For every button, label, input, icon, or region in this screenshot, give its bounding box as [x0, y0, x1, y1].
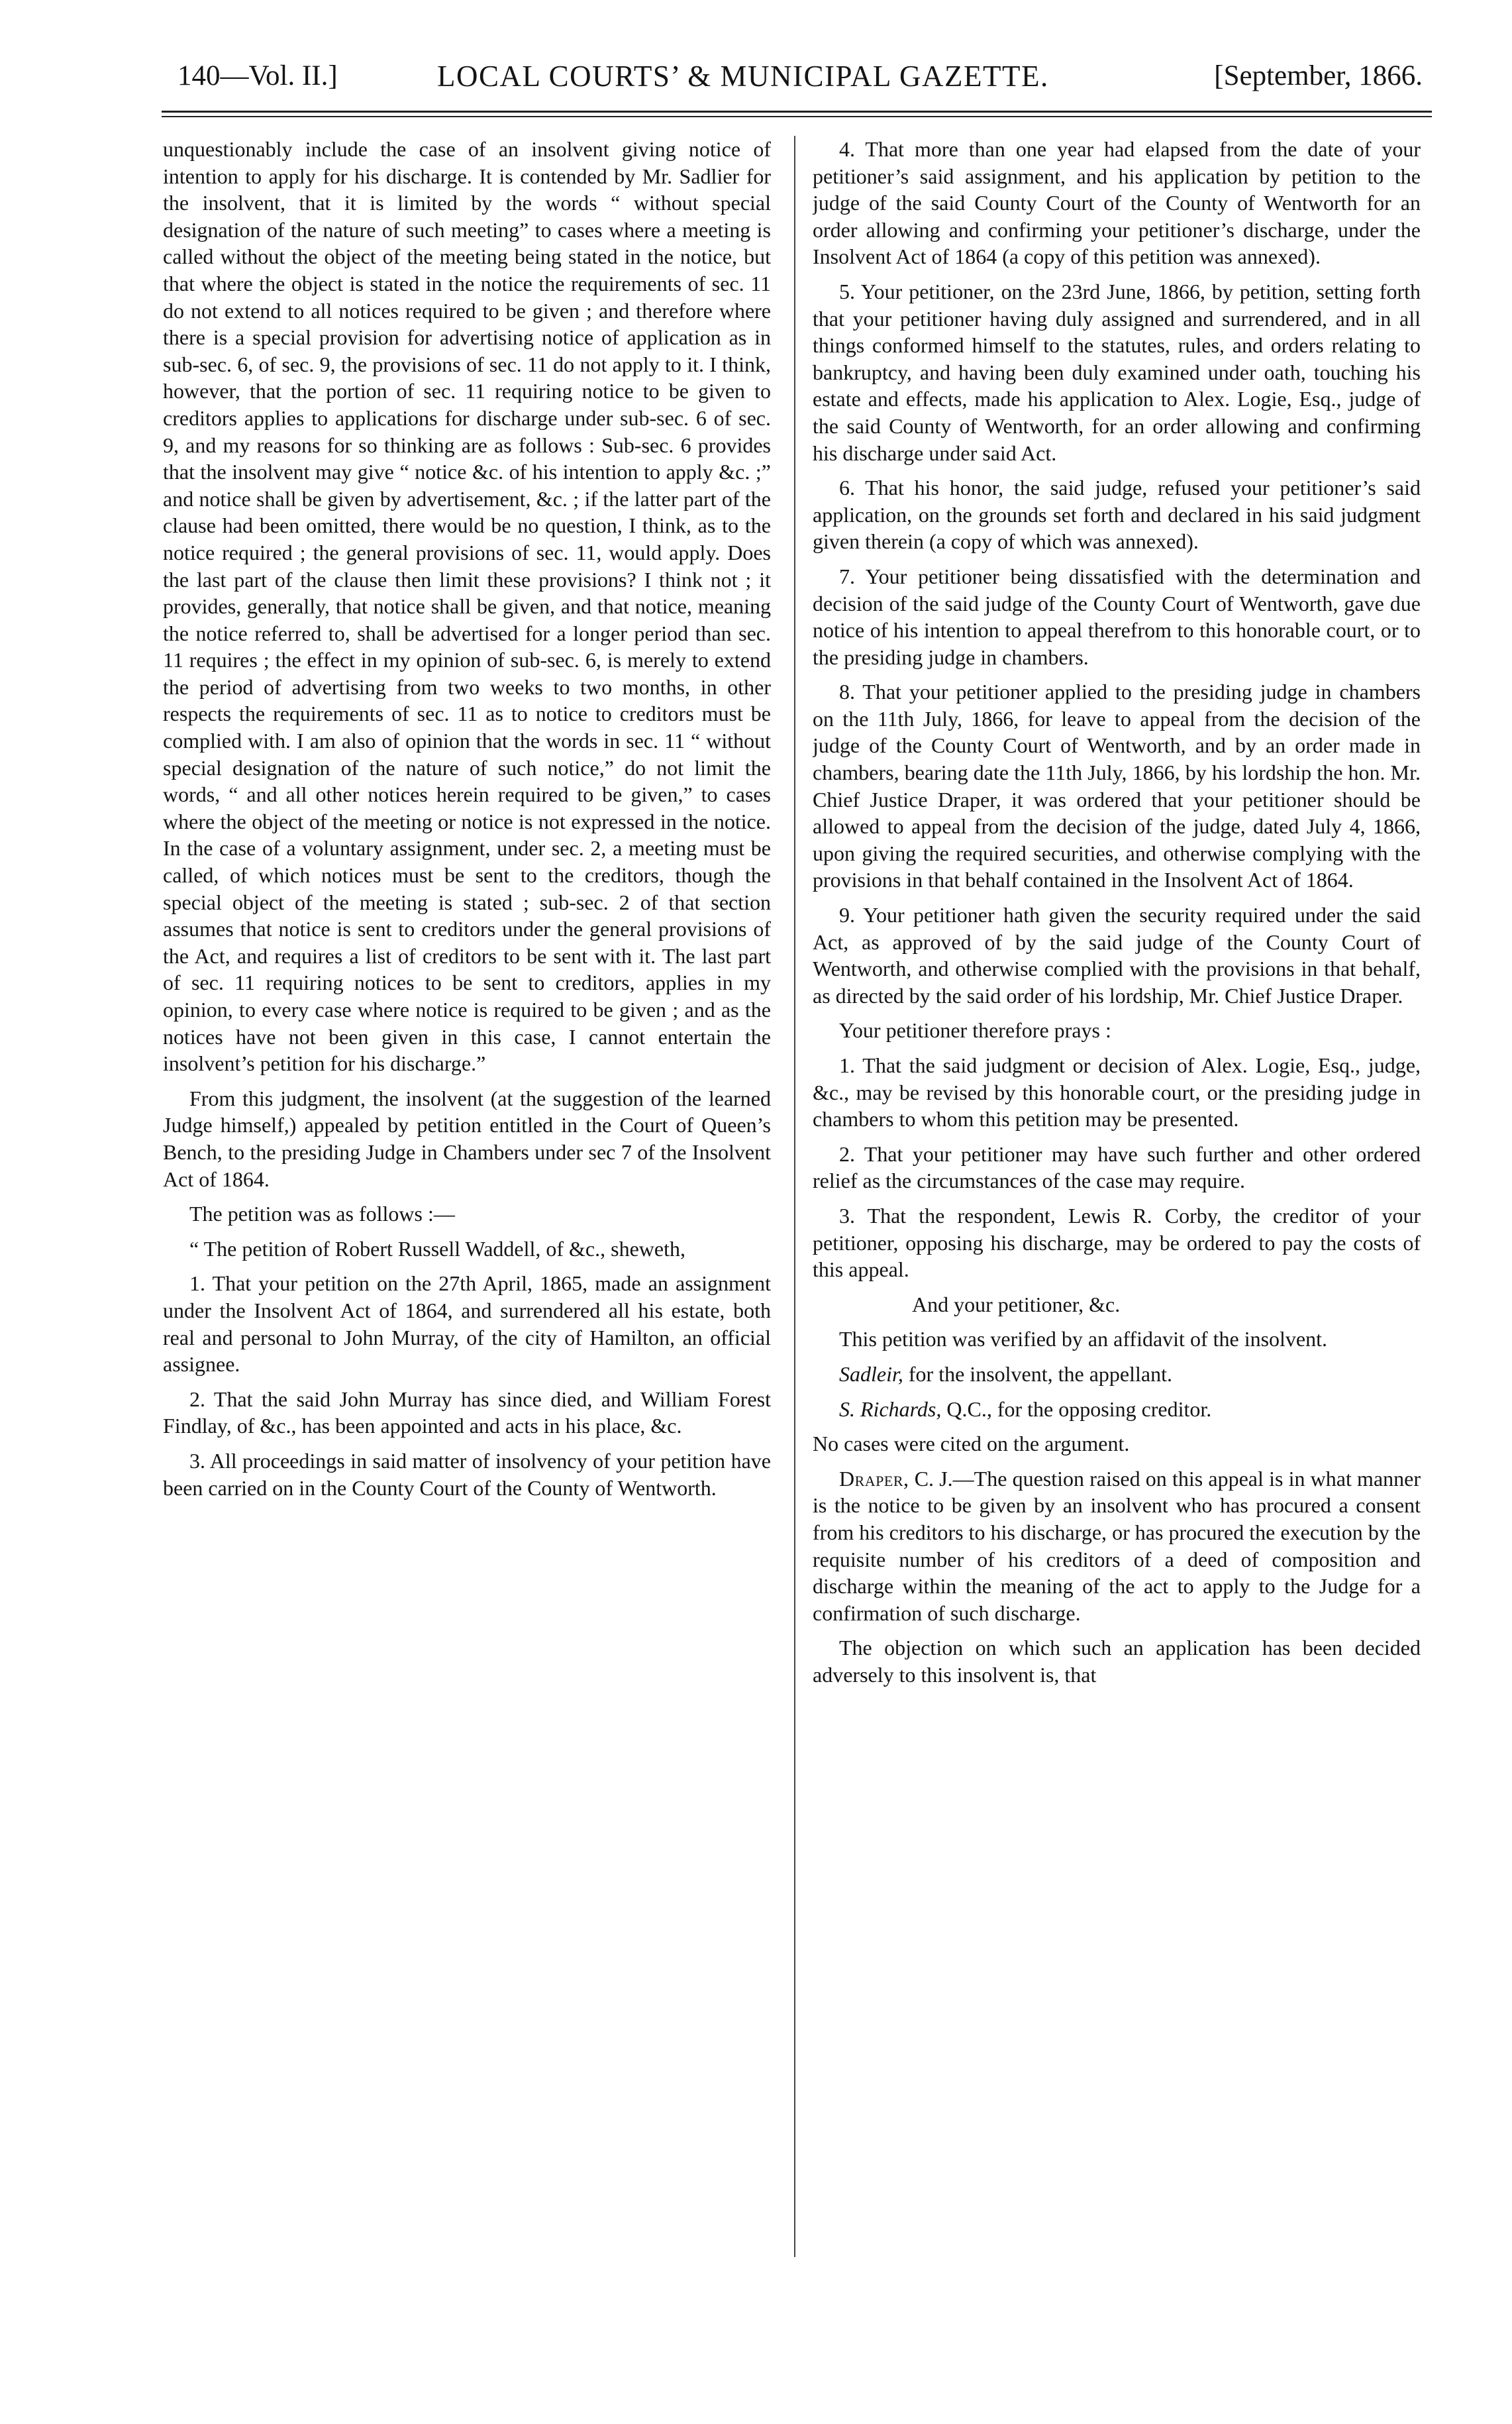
- petition-item-9: 9. Your petitioner hath given the security required under the said Act, as approved of by the said judge of the County Court of Wentworth, and otherwise complied with the provisions in that behalf, as directed by the said order of his lordship, Mr. Chief Justice Draper.: [813, 903, 1421, 1008]
- petition-item-5: 5. Your petitioner, on the 23rd June, 1866, by petition, setting forth that your petitioner having duly assigned and surrendered, and in all things conformed himself to the statutes, rules, and orders relating to bankruptcy, and having been duly examined under oath, touching his estate and effects, made his application to Alex. Logie, Esq., judge of the said County of Wentworth, for an order allowing and confirming his discharge under said Act.: [813, 279, 1421, 465]
- verification-note: This petition was verified by an affidavit of the insolvent.: [839, 1327, 1328, 1351]
- counsel-respondent-name: S. Richards,: [839, 1396, 942, 1421]
- page-volume-ref: 140—Vol. II.]: [177, 60, 338, 91]
- petition-intro: The petition was as follows :—: [189, 1202, 455, 1226]
- counsel-appellant: [813, 1361, 1421, 1388]
- petition-item-3: 3. All proceedings in said matter of insolvency of your petition have been carried on in the County Court of the County of Wentworth.: [163, 1448, 771, 1500]
- publication-title: LOCAL COURTS’ & MUNICIPAL GAZETTE.: [437, 60, 1049, 93]
- right-column: [813, 136, 1421, 2269]
- petition-item-6: 6. That his honor, the said judge, refused your petitioner’s said application, on the grounds set forth and declared in his said judgment given therein (a copy of which was annexed).: [813, 476, 1421, 554]
- column-divider: [794, 136, 795, 2257]
- petition-item-2: 2. That the said John Murray has since died, and William Forest Findlay, of &c., has been appointed and acts in his place, &c.: [163, 1387, 771, 1438]
- issue-date: [September, 1866.: [1214, 60, 1423, 91]
- prayer-item-1: 1. That the said judgment or decision of Alex. Logie, Esq., judge, &c., may be revised by this honorable court, or the presiding judge in chambers to whom this petition may be presented.: [813, 1053, 1421, 1132]
- counsel-respondent-role: Q.C., for the opposing creditor.: [941, 1396, 1212, 1421]
- prayer-item-3: 3. That the respondent, Lewis R. Corby, the creditor of your petitioner, opposing his discharge, may be ordered to pay the costs of this appeal.: [813, 1203, 1421, 1282]
- judgment-continuation: unquestionably include the case of an insolvent giving notice of intention to apply for his discharge. It is contended by Mr. Sadlier for the insolvent, that it is limited by the words “ without special designation of the nature of such meeting” to cases where a meeting is called without the object of the meeting being stated in the notice, but that where the object is stated in the notice the requirements of sec. 11 do not extend to all notices required to be given ; and therefore where there is a special provision for advertising notice of application as in sub-sec. 6, of sec. 9, the provisions of sec. 11 do not apply to it. I think, however, that the portion of sec. 11 requiring notice to be given to creditors applies to applications for discharge under sub-sec. 6 of sec. 9, and my reasons for so thinking are as follows : Sub-sec. 6 provides that the insolvent may give “ notice &c. of his intention to apply &c. ;” and notice shall be given by advertisement, &c. ; if the latter part of the clause had been omitted, there would be no question, I think, as to the notice required ; the general provisions of sec. 11, would apply. Does the last part of the clause then limit these provisions? I think not ; it provides, generally, that notice shall be given, and that notice, meaning the notice referred to, shall be advertised for a longer period than sec. 11 requires ; the effect in my opinion of sub-sec. 6, is merely to extend the period of advertising from two weeks to two months, in other respects the requirements of sec. 11 as to notice to creditors must be complied with. I am also of opinion that the words in sec. 11 “ without special designation of the nature of such notice,” do not limit the words, “ and all other notices herein required to be given,” to cases where the object of the meeting or notice is not expressed in the notice. In the case of a voluntary assignment, under sec. 2, a meeting must be called, of which notices must be sent to the creditors, though the special object of the meeting is stated ; sub-sec. 2 of that section assumes that notice is sent to creditors under the general provisions of the Act, and requires a list of creditors to be sent with it. The last part of sec. 11 requiring notices to be sent to creditors, applies in my opinion, to every case where notice is required to be given ; and as the notices have not been given in this case, I cannot entertain the insolvent’s petition for his discharge.”: [163, 137, 771, 1076]
- prayer-intro: Your petitioner therefore prays :: [839, 1018, 1111, 1043]
- objection-paragraph: The objection on which such an application has been decided adversely to this insolvent is, that: [813, 1636, 1421, 1687]
- appeal-paragraph: From this judgment, the insolvent (at the suggestion of the learned Judge himself,) appealed by petition entitled in the Court of Queen’s Bench, to the presiding Judge in Chambers under sec 7 of the Insolvent Act of 1864.: [163, 1086, 771, 1191]
- header-rule-bottom: [162, 116, 1432, 117]
- cases-cited-note: No cases were cited on the argument.: [813, 1432, 1130, 1456]
- petition-item-1: 1. That your petition on the 27th April, 1865, made an assignment under the Insolvent Act of 1864, and surrendered all his estate, both real and personal to John Murray, of the city of Hamilton, an official assignee.: [163, 1271, 771, 1377]
- judgment-opening: [813, 1465, 1421, 1627]
- judge-name: Draper,: [839, 1466, 909, 1491]
- counsel-appellant-name: Sadleir,: [839, 1361, 903, 1386]
- petition-item-4: 4. That more than one year had elapsed from the date of your petitioner’s said assignment, and his application by petition to the judge of the said County Court of the County of Wentworth for an order allowing and confirming your petitioner’s discharge, under the Insolvent Act of 1864 (a copy of this petition was annexed).: [813, 137, 1421, 269]
- page-header: [177, 54, 1423, 98]
- left-column: [163, 136, 771, 2269]
- petition-heading: “ The petition of Robert Russell Waddell, of &c., sheweth,: [189, 1236, 685, 1261]
- judgment-opening-text: C. J.—The question raised on this appeal is in what manner is the notice to be given by an insolvent who has procured a consent from his creditors to his discharge, or has procured the execution by the requisite number of his creditors of a deed of composition and discharge within the meaning of the act to apply to the Judge for a confirmation of such discharge.: [813, 1466, 1421, 1625]
- petition-item-8: 8. That your petitioner applied to the presiding judge in chambers on the 11th July, 1866, for leave to appeal from the decision of the judge of the County Court of Wentworth, and by an order made in chambers, bearing date the 11th July, 1866, by his lordship the hon. Mr. Chief Justice Draper, it was ordered that your petitioner should be allowed to appeal from the decision of the judge, dated July 4, 1866, upon giving the required securities, and otherwise complying with the provisions in that behalf contained in the Insolvent Act of 1864.: [813, 680, 1421, 892]
- counsel-appellant-role: for the insolvent, the appellant.: [903, 1361, 1172, 1386]
- counsel-respondent: [813, 1396, 1421, 1423]
- petition-signoff: And your petitioner, &c.: [912, 1292, 1121, 1316]
- prayer-item-2: 2. That your petitioner may have such further and other ordered relief as the circumstances of the case may require.: [813, 1141, 1421, 1193]
- header-rule-top: [162, 111, 1432, 113]
- petition-item-7: 7. Your petitioner being dissatisfied with the determination and decision of the said judge of the County Court of Wentworth, gave due notice of his intention to appeal therefrom to this honorable court, or to the presiding judge in chambers.: [813, 564, 1421, 669]
